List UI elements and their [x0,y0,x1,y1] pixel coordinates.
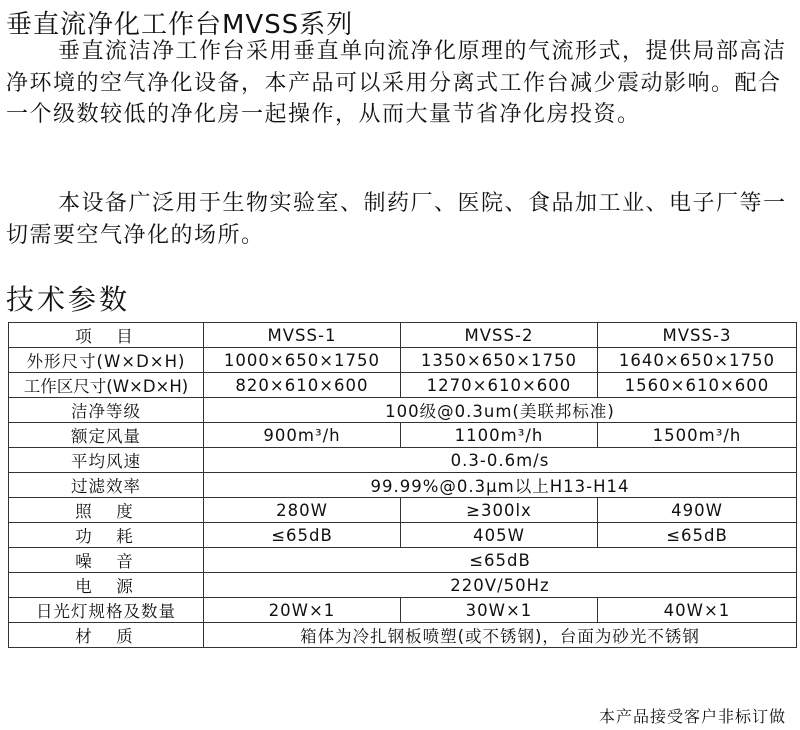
row-label-cell: 工作区尺寸(W×D×H) [9,373,204,398]
table-row-cleanliness [9,398,797,423]
row-label-cell: 额定风量 [9,423,204,448]
value-cell: 1100m³/h [401,423,598,448]
value-cell: 1000×650×1750 [204,348,401,373]
value-cell: 490W [598,498,797,523]
table-row-size [9,348,797,373]
value-cell: 0.3-0.6m/s [204,448,797,473]
table-row-material [9,623,797,648]
value-cell: 99.99%@0.3μm以上H13-H14 [204,473,797,498]
value-cell: ≥300lx [401,498,598,523]
value-cell: 900m³/h [204,423,401,448]
table-row-supply [9,573,797,598]
value-cell: 1350×650×1750 [401,348,598,373]
table-row-header [9,323,797,348]
header-model-cell: MVSS-2 [401,323,598,348]
spec-table [8,322,797,648]
table-row-filter [9,473,797,498]
table-row-power [9,523,797,548]
value-cell: 1560×610×600 [598,373,797,398]
value-cell: 20W×1 [204,598,401,623]
table-row-noise [9,548,797,573]
value-cell: 820×610×600 [204,373,401,398]
value-cell: 405W [401,523,598,548]
row-label-cell: 电 源 [9,573,204,598]
row-label-cell: 照 度 [9,498,204,523]
value-cell: 1640×650×1750 [598,348,797,373]
value-cell: ≤65dB [204,523,401,548]
row-label-cell: 外形尺寸(W×D×H) [9,348,204,373]
value-cell: 箱体为冷扎钢板喷塑(或不锈钢)，台面为砂光不锈钢 [204,623,797,648]
table-row-illumination [9,498,797,523]
table-row-lamp [9,598,797,623]
value-cell: ≤65dB [598,523,797,548]
application-paragraph: 本设备广泛用于生物实验室、制药厂、医院、食品加工业、电子厂等一切需要空气净化的场所。 [6,191,787,248]
intro-paragraph: 垂直流洁净工作台采用垂直单向流净化原理的气流形式，提供局部高洁净环境的空气净化设备，本产品可以采用分离式工作台减少震动影响。配合一个级数较低的净化房一起操作，从而大量节省净化房投资。 [6,39,787,127]
value-cell: 100级@0.3um(美联邦标准) [204,398,797,423]
row-label-cell: 洁净等级 [9,398,204,423]
value-cell: 220V/50Hz [204,573,797,598]
value-cell: 280W [204,498,401,523]
row-label-cell: 功 耗 [9,523,204,548]
table-row-work-area [9,373,797,398]
value-cell: 1500m³/h [598,423,797,448]
table-row-avg-speed [9,448,797,473]
row-label-cell: 平均风速 [9,448,204,473]
custom-order-note: 本产品接受客户非标订做 [598,707,786,726]
row-label-cell: 噪 音 [9,548,204,573]
header-label-cell: 项 目 [9,323,204,348]
row-label-cell: 过滤效率 [9,473,204,498]
value-cell: ≤65dB [204,548,797,573]
row-label-cell: 材 质 [9,623,204,648]
row-label-cell: 日光灯规格及数量 [9,598,204,623]
section-title: 技术参数 [6,283,131,316]
value-cell: 1270×610×600 [401,373,598,398]
page-title: 垂直流净化工作台MVSS系列 [6,10,354,40]
value-cell: 30W×1 [401,598,598,623]
header-model-cell: MVSS-3 [598,323,797,348]
table-row-airflow [9,423,797,448]
header-model-cell: MVSS-1 [204,323,401,348]
value-cell: 40W×1 [598,598,797,623]
